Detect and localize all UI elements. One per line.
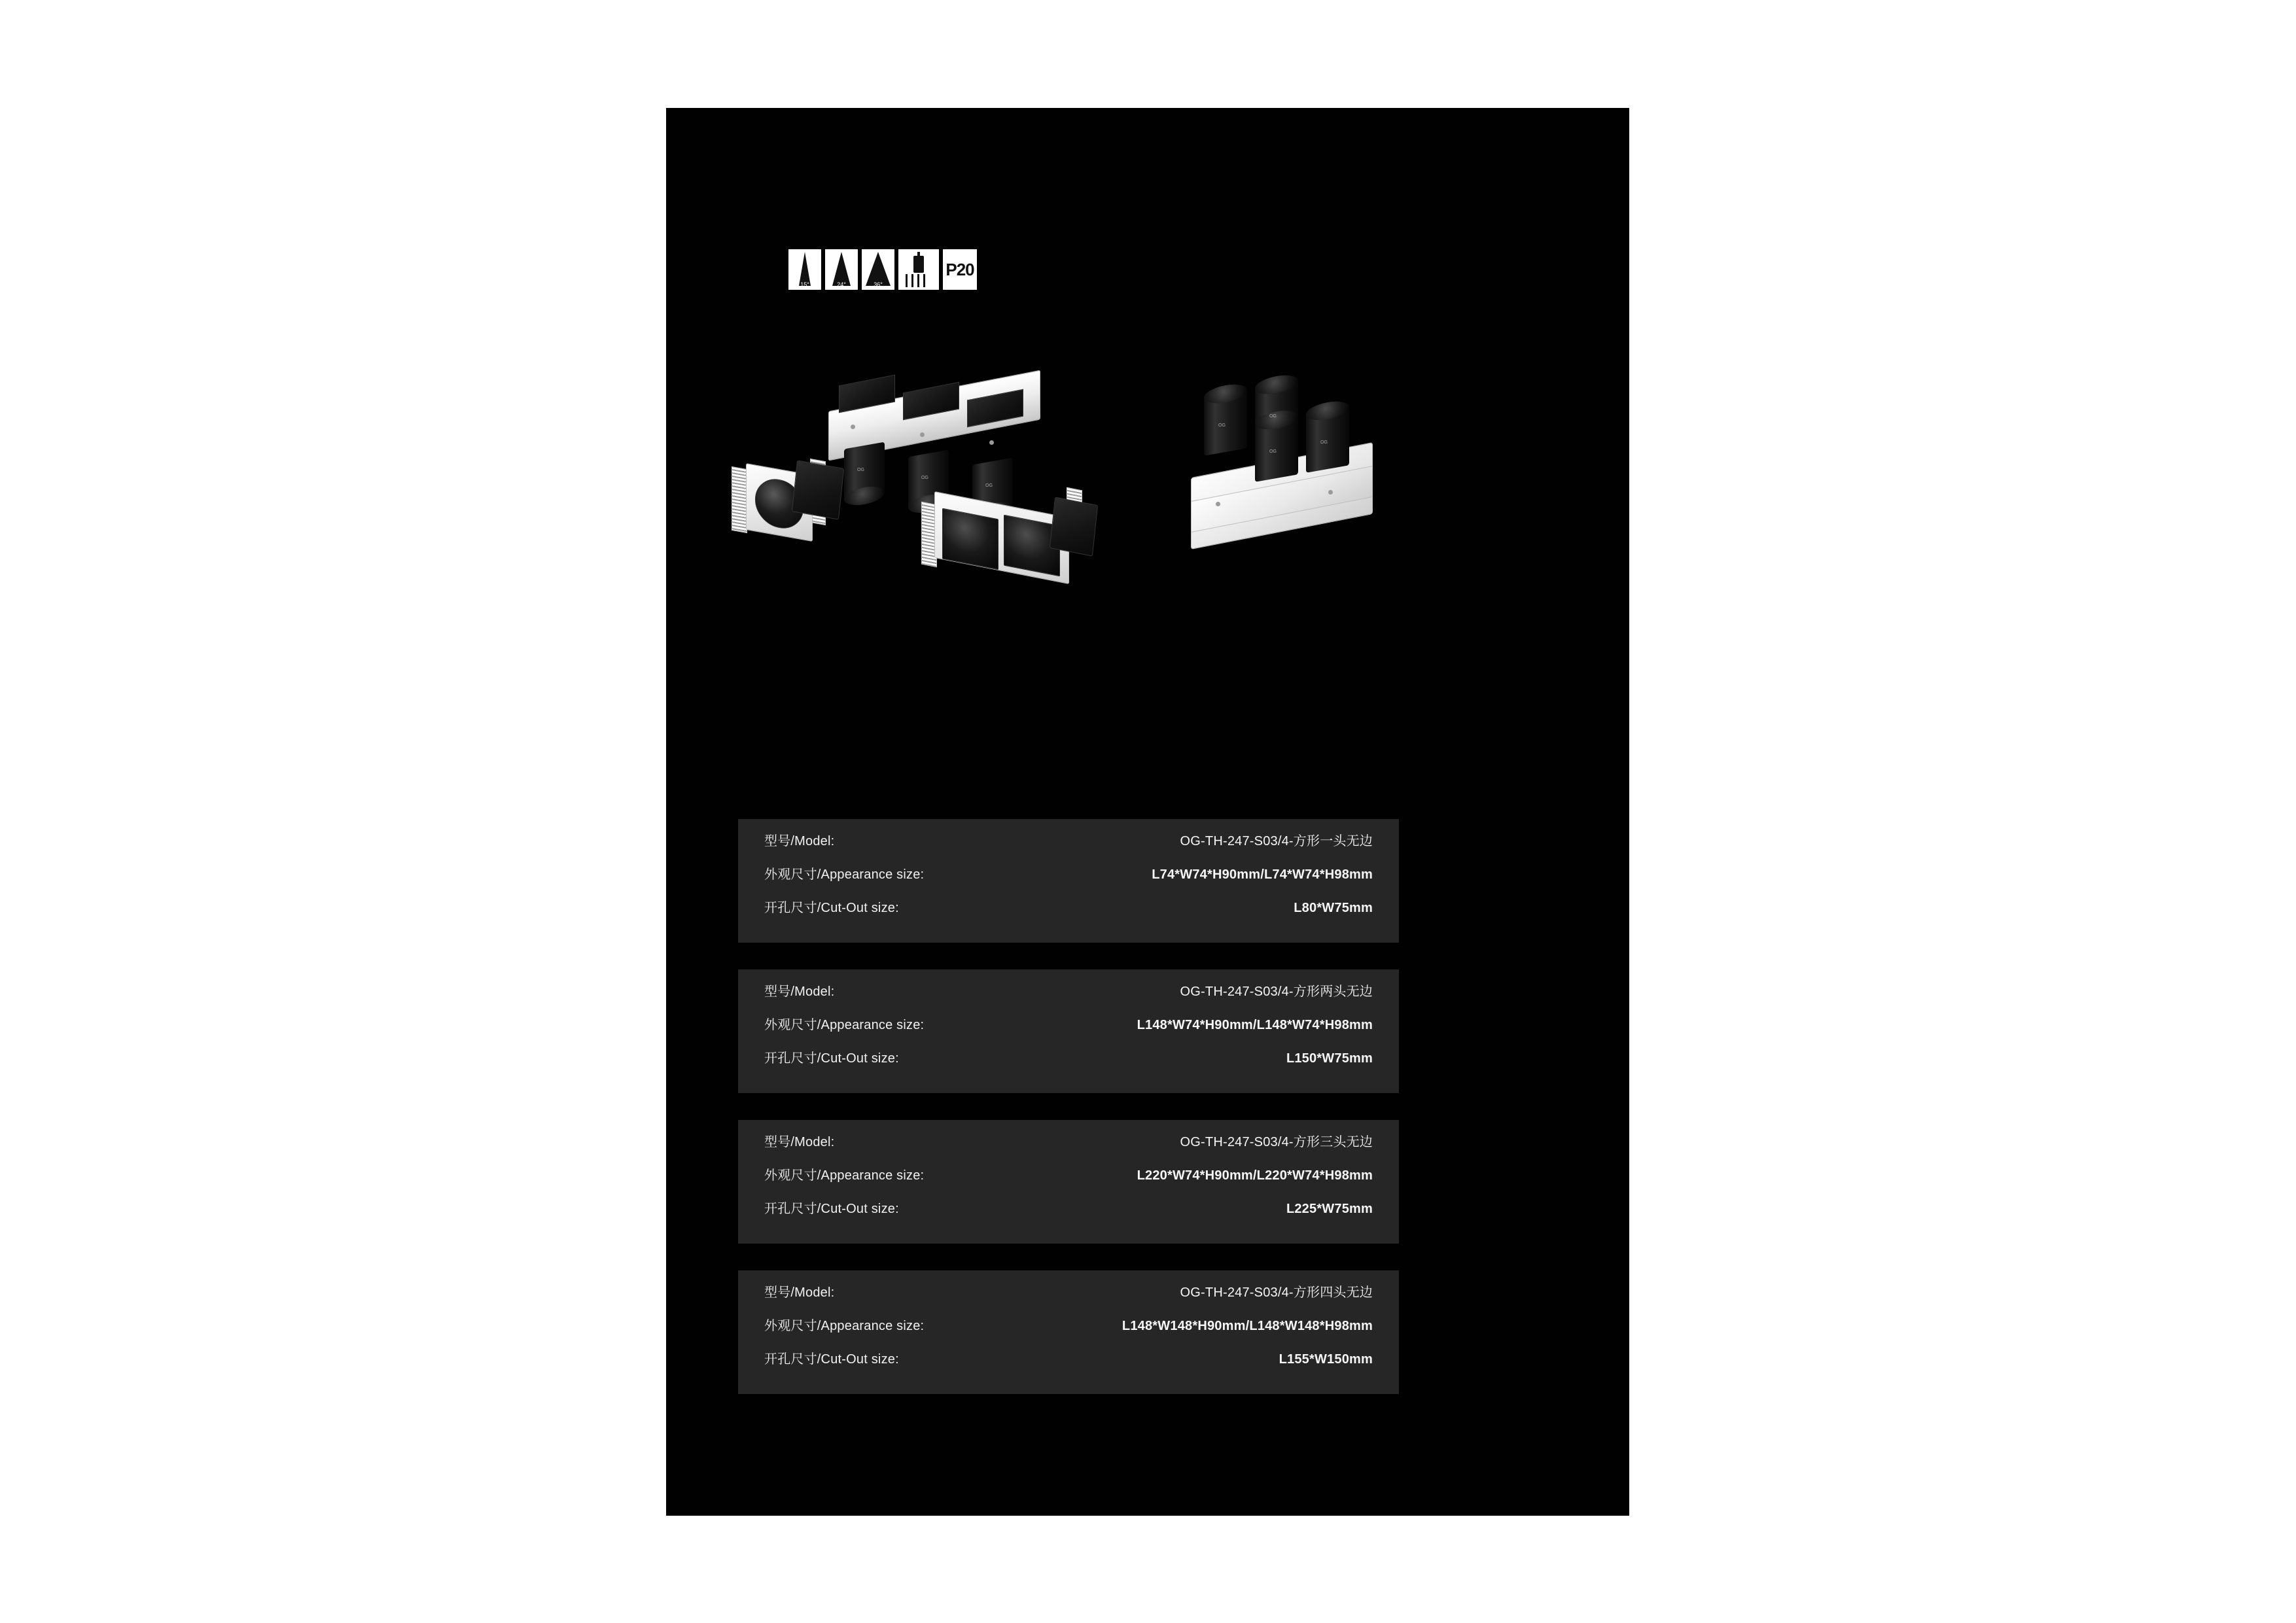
spec-value-appearance-size: L148*W148*H90mm/L148*W148*H98mm [1122, 1319, 1373, 1333]
spec-value-cutout-size: L225*W75mm [1286, 1202, 1373, 1216]
spec-row [764, 1014, 1373, 1047]
beam-angle-narrow-label: 15° [800, 281, 809, 288]
spec-label-model: 型号/Model: [764, 1285, 835, 1300]
screw-dot [1216, 502, 1220, 506]
barrel-print: OG [921, 476, 928, 480]
spec-row [764, 1198, 1373, 1231]
spec-label-appearance-size: 外观尺寸/Appearance size: [764, 1018, 925, 1032]
spec-label-appearance-size: 外观尺寸/Appearance size: [764, 867, 925, 882]
product-photo [705, 278, 1589, 867]
screw-dot [920, 432, 925, 437]
spec-label-model: 型号/Model: [764, 985, 835, 999]
spec-row [764, 1348, 1373, 1382]
spec-label-appearance-size: 外观尺寸/Appearance size: [764, 1168, 925, 1183]
barrel-print: OG [1269, 449, 1277, 454]
spec-label-appearance-size: 外观尺寸/Appearance size: [764, 1319, 925, 1333]
spec-label-cutout-size: 开孔尺寸/Cut-Out size: [764, 901, 899, 915]
beam-angle-wide-label: 36° [874, 281, 883, 288]
spec-row [764, 981, 1373, 1014]
spec-value-appearance-size: L148*W74*H90mm/L148*W74*H98mm [1137, 1018, 1373, 1032]
spec-row [764, 1315, 1373, 1348]
spec-value-model: OG-TH-247-S03/4-方形四头无边 [1180, 1285, 1373, 1300]
spec-value-cutout-size: L80*W75mm [1294, 901, 1373, 915]
spec-value-model: OG-TH-247-S03/4-方形两头无边 [1180, 985, 1373, 999]
spec-row [764, 1131, 1373, 1164]
spec-card-two-head [738, 969, 1399, 1093]
spec-label-model: 型号/Model: [764, 834, 835, 848]
spec-card-single-head [738, 819, 1399, 943]
barrel-print: OG [1320, 440, 1328, 445]
spec-row [764, 1282, 1373, 1315]
spec-value-model: OG-TH-247-S03/4-方形三头无边 [1180, 1135, 1373, 1149]
spec-label-model: 型号/Model: [764, 1135, 835, 1149]
spec-row [764, 864, 1373, 897]
beam-angle-medium-label: 24° [837, 281, 846, 288]
spec-value-cutout-size: L150*W75mm [1286, 1051, 1373, 1066]
spec-row [764, 897, 1373, 930]
spec-card-three-head [738, 1120, 1399, 1244]
ip-rating-label: P20 [945, 259, 974, 279]
screw-dot [851, 425, 855, 429]
spec-row [764, 1164, 1373, 1198]
spec-row [764, 1047, 1373, 1081]
screw-dot [989, 440, 994, 445]
product-two-head-module [921, 489, 1137, 606]
catalog-page [666, 108, 1629, 1516]
spec-label-cutout-size: 开孔尺寸/Cut-Out size: [764, 1051, 899, 1066]
spec-row [764, 830, 1373, 864]
barrel-print: OG [1269, 414, 1277, 419]
spec-value-appearance-size: L74*W74*H90mm/L74*W74*H98mm [1152, 867, 1373, 882]
barrel-print: OG [857, 468, 864, 472]
spec-label-cutout-size: 开孔尺寸/Cut-Out size: [764, 1352, 899, 1367]
product-four-head-module [1157, 363, 1432, 559]
lamp-body-shape [913, 256, 924, 273]
housing-body [1050, 497, 1098, 556]
spec-card-four-head [738, 1270, 1399, 1394]
screw-dot [1328, 490, 1333, 495]
spec-value-appearance-size: L220*W74*H90mm/L220*W74*H98mm [1137, 1168, 1373, 1183]
spec-value-cutout-size: L155*W150mm [1279, 1352, 1373, 1367]
spec-list [738, 819, 1399, 1421]
spring-clip [732, 466, 747, 533]
spec-value-model: OG-TH-247-S03/4-方形一头无边 [1180, 834, 1373, 848]
barrel-print: OG [985, 483, 993, 488]
spec-label-cutout-size: 开孔尺寸/Cut-Out size: [764, 1202, 899, 1216]
lens [942, 508, 998, 570]
barrel-print: OG [1218, 423, 1226, 428]
